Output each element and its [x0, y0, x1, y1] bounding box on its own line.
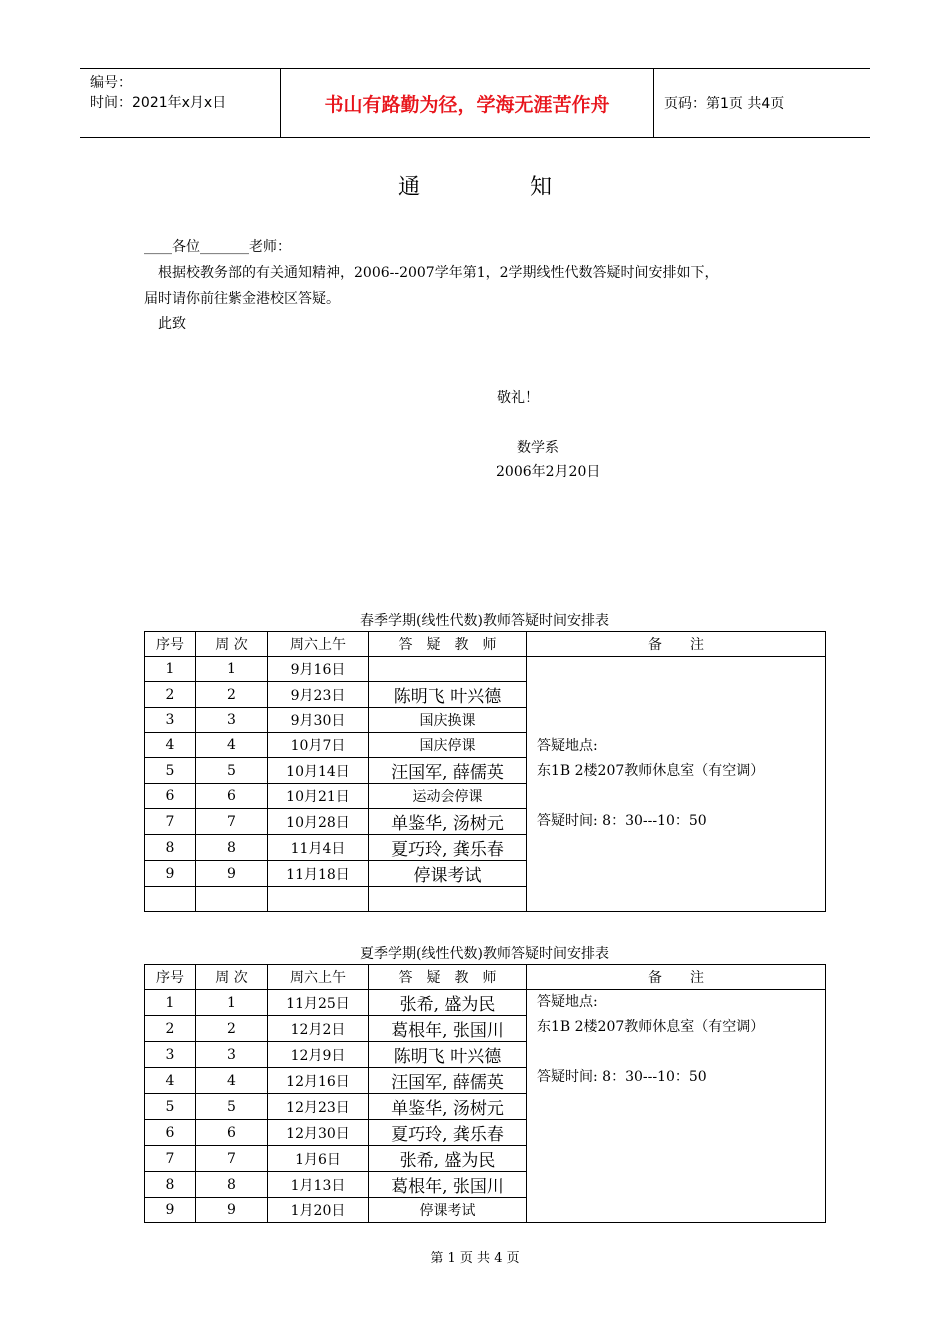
remark-time: 答疑时间: 8：30---10：50 — [537, 1069, 707, 1085]
cell-teacher: 汪国军, 薛儒英 — [369, 758, 527, 784]
cell-empty — [145, 887, 196, 912]
cell-no: 2 — [145, 682, 196, 708]
cell-teacher: 张希, 盛为民 — [369, 1146, 527, 1172]
summer-remarks — [527, 990, 826, 1223]
cell-empty — [196, 887, 268, 912]
body-line-1: 根据校教务部的有关通知精神，2006--2007学年第1，2学期线性代数答疑时间安排如下， — [158, 265, 719, 281]
cell-no: 8 — [145, 1172, 196, 1198]
cell-date: 11月18日 — [268, 861, 369, 887]
cell-no: 1 — [145, 657, 196, 682]
cell-date: 12月2日 — [268, 1016, 369, 1042]
cell-teacher: 陈明飞 叶兴德 — [369, 682, 527, 708]
cell-week: 6 — [196, 784, 268, 809]
cell-date: 10月21日 — [268, 784, 369, 809]
cell-week: 7 — [196, 1146, 268, 1172]
col-header: 序号 — [145, 632, 196, 657]
cell-no: 6 — [145, 1120, 196, 1146]
cell-date: 1月20日 — [268, 1198, 369, 1223]
closing: 此致 — [158, 316, 186, 332]
cell-no: 9 — [145, 1198, 196, 1223]
cell-date: 1月6日 — [268, 1146, 369, 1172]
cell-week: 3 — [196, 708, 268, 733]
cell-empty — [268, 887, 369, 912]
summer-schedule-table — [144, 964, 826, 1223]
cell-week: 4 — [196, 1068, 268, 1094]
remark-place-label: 答疑地点: — [537, 994, 598, 1010]
notice-date: 2006年2月20日 — [496, 464, 601, 480]
cell-date: 9月16日 — [268, 657, 369, 682]
cell-no: 7 — [145, 1146, 196, 1172]
col-header: 周六上午 — [268, 632, 369, 657]
cell-teacher: 汪国军, 薛儒英 — [369, 1068, 527, 1094]
cell-teacher: 张希, 盛为民 — [369, 990, 527, 1016]
cell-no: 3 — [145, 1042, 196, 1068]
cell-teacher: 停课考试 — [369, 861, 527, 887]
cell-week: 6 — [196, 1120, 268, 1146]
cell-week: 1 — [196, 657, 268, 682]
cell-no: 5 — [145, 1094, 196, 1120]
page-header — [80, 68, 870, 138]
cell-week: 2 — [196, 1016, 268, 1042]
table-row — [145, 657, 826, 682]
salutation: ____各位_______老师： — [144, 239, 291, 255]
cell-date: 12月30日 — [268, 1120, 369, 1146]
cell-no: 4 — [145, 733, 196, 758]
col-header: 答 疑 教 师 — [369, 632, 527, 657]
spring-table-caption: 春季学期(线性代数)教师答疑时间安排表 — [360, 613, 609, 629]
cell-week: 1 — [196, 990, 268, 1016]
col-header: 序号 — [145, 965, 196, 990]
cell-date: 10月7日 — [268, 733, 369, 758]
cell-teacher — [369, 657, 527, 682]
cell-week: 8 — [196, 1172, 268, 1198]
cell-no: 8 — [145, 835, 196, 861]
cell-week: 8 — [196, 835, 268, 861]
cell-teacher: 单鉴华, 汤树元 — [369, 809, 527, 835]
title-left: 通 — [397, 175, 420, 200]
cell-teacher: 国庆停课 — [369, 733, 527, 758]
table-header-row — [145, 965, 826, 990]
table-row — [145, 990, 826, 1016]
cell-teacher: 夏巧玲, 龚乐春 — [369, 1120, 527, 1146]
cell-no: 2 — [145, 1016, 196, 1042]
cell-week: 7 — [196, 809, 268, 835]
cell-teacher: 运动会停课 — [369, 784, 527, 809]
cell-teacher: 单鉴华, 汤树元 — [369, 1094, 527, 1120]
cell-teacher: 夏巧玲, 龚乐春 — [369, 835, 527, 861]
cell-no: 5 — [145, 758, 196, 784]
cell-no: 6 — [145, 784, 196, 809]
cell-week: 4 — [196, 733, 268, 758]
department: 数学系 — [517, 440, 559, 456]
remark-time: 答疑时间: 8：30---10：50 — [537, 813, 707, 829]
cell-teacher: 葛根年, 张国川 — [369, 1172, 527, 1198]
spring-schedule-table — [144, 631, 826, 912]
cell-week: 9 — [196, 861, 268, 887]
header-time: 时间：2021年x月x日 — [90, 95, 227, 111]
remark-place-label: 答疑地点: — [537, 738, 598, 754]
notice-title — [0, 170, 950, 201]
cell-date: 12月23日 — [268, 1094, 369, 1120]
cell-date: 12月16日 — [268, 1068, 369, 1094]
cell-week: 5 — [196, 758, 268, 784]
cell-no: 1 — [145, 990, 196, 1016]
cell-week: 3 — [196, 1042, 268, 1068]
cell-date: 11月4日 — [268, 835, 369, 861]
col-header: 备 注 — [527, 965, 826, 990]
cell-no: 7 — [145, 809, 196, 835]
cell-date: 11月25日 — [268, 990, 369, 1016]
header-number: 编号： — [90, 75, 132, 91]
table-header-row — [145, 632, 826, 657]
col-header: 周 次 — [196, 965, 268, 990]
regards: 敬礼！ — [497, 390, 539, 406]
cell-date: 1月13日 — [268, 1172, 369, 1198]
cell-date: 9月30日 — [268, 708, 369, 733]
col-header: 周 次 — [196, 632, 268, 657]
cell-teacher: 国庆换课 — [369, 708, 527, 733]
cell-teacher: 停课考试 — [369, 1198, 527, 1223]
summer-table-caption: 夏季学期(线性代数)教师答疑时间安排表 — [360, 946, 609, 962]
cell-teacher: 陈明飞 叶兴德 — [369, 1042, 527, 1068]
cell-date: 10月28日 — [268, 809, 369, 835]
body-line-2: 届时请你前往紫金港校区答疑。 — [144, 291, 340, 307]
cell-empty — [369, 887, 527, 912]
remark-place: 东1B 2楼207教师休息室（有空调） — [537, 763, 765, 779]
col-header: 备 注 — [527, 632, 826, 657]
cell-no: 4 — [145, 1068, 196, 1094]
header-meta — [80, 69, 281, 137]
cell-date: 10月14日 — [268, 758, 369, 784]
remark-place: 东1B 2楼207教师休息室（有空调） — [537, 1019, 765, 1035]
header-motto: 书山有路勤为径，学海无涯苦作舟 — [281, 69, 654, 137]
col-header: 周六上午 — [268, 965, 369, 990]
spring-remarks — [527, 657, 826, 912]
cell-date: 9月23日 — [268, 682, 369, 708]
cell-no: 3 — [145, 708, 196, 733]
title-right: 知 — [530, 175, 553, 200]
cell-week: 5 — [196, 1094, 268, 1120]
cell-week: 2 — [196, 682, 268, 708]
page-footer: 第 1 页 共 4 页 — [430, 1251, 520, 1266]
cell-date: 12月9日 — [268, 1042, 369, 1068]
cell-no: 9 — [145, 861, 196, 887]
cell-week: 9 — [196, 1198, 268, 1223]
col-header: 答 疑 教 师 — [369, 965, 527, 990]
cell-teacher: 葛根年, 张国川 — [369, 1016, 527, 1042]
header-page-number: 页码：第1页 共4页 — [664, 96, 785, 112]
